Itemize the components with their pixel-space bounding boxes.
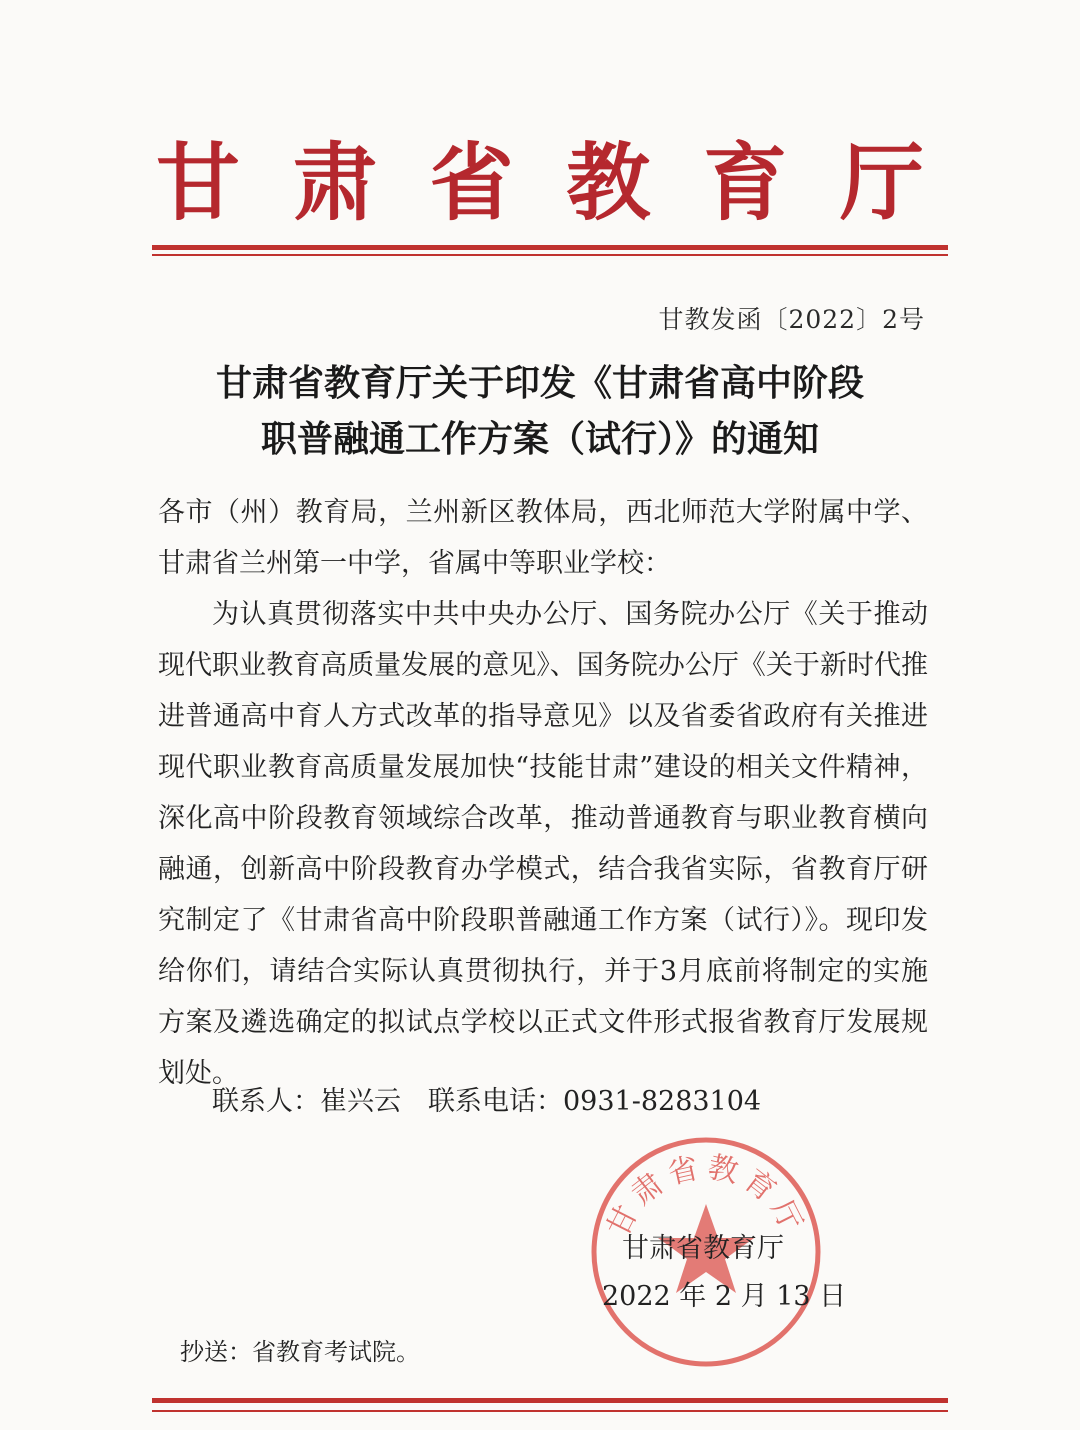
title-line-2: 职普融通工作方案（试行）》的通知 bbox=[260, 419, 819, 460]
contact-line: 联系人：崔兴云 联系电话：0931-8283104 bbox=[212, 1086, 762, 1117]
document-title bbox=[150, 356, 930, 468]
carbon-copy: 抄送：省教育考试院。 bbox=[180, 1338, 420, 1366]
document-body bbox=[158, 487, 928, 1099]
masthead-char: 甘 bbox=[155, 134, 240, 232]
masthead-char: 省 bbox=[429, 134, 514, 232]
masthead-char: 厅 bbox=[839, 134, 924, 232]
body-paragraph: 为认真贯彻落实中共中央办公厅、国务院办公厅《关于推动现代职业教育高质量发展的意见》、国务院办公厅《关于新时代推进普通高中育人方式改革的指导意见》以及省委省政府有关推进现代职业教育高质量发展加快“技能甘肃”建设的相关文件精神，深化高中阶段教育领域综合改革，推动普通教育与职业教育横向融通，创新高中阶段教育办学模式，结合我省实际，省教育厅研究制定了《甘肃省高中阶段职普融通工作方案（试行）》。现印发给你们，请结合实际认真贯彻执行，并于3月底前将制定的实施方案及遴选确定的拟试点学校以正式文件形式报省教育厅发展规划处。 bbox=[158, 599, 928, 1089]
header-rule-thick bbox=[152, 245, 948, 250]
masthead-char: 教 bbox=[566, 134, 651, 232]
addressee: 各市（州）教育局，兰州新区教体局，西北师范大学附属中学、甘肃省兰州第一中学，省属中等职业学校： bbox=[158, 497, 928, 579]
masthead-char: 育 bbox=[703, 134, 788, 232]
footer-rule-thick bbox=[152, 1398, 948, 1403]
header-rule-thin bbox=[152, 254, 948, 256]
masthead-title bbox=[150, 128, 930, 238]
signing-organization: 甘肃省教育厅 bbox=[622, 1233, 784, 1264]
document-number: 甘教发函〔2022〕2号 bbox=[658, 305, 925, 334]
title-line-1: 甘肃省教育厅关于印发《甘肃省高中阶段 bbox=[215, 363, 864, 404]
svg-text:甘肃省教育厅: 甘肃省教育厅 bbox=[600, 1149, 812, 1243]
masthead-char: 肃 bbox=[292, 134, 377, 232]
footer-rule-thin bbox=[152, 1410, 948, 1412]
signing-date: 2022 年 2 月 13 日 bbox=[602, 1281, 847, 1312]
